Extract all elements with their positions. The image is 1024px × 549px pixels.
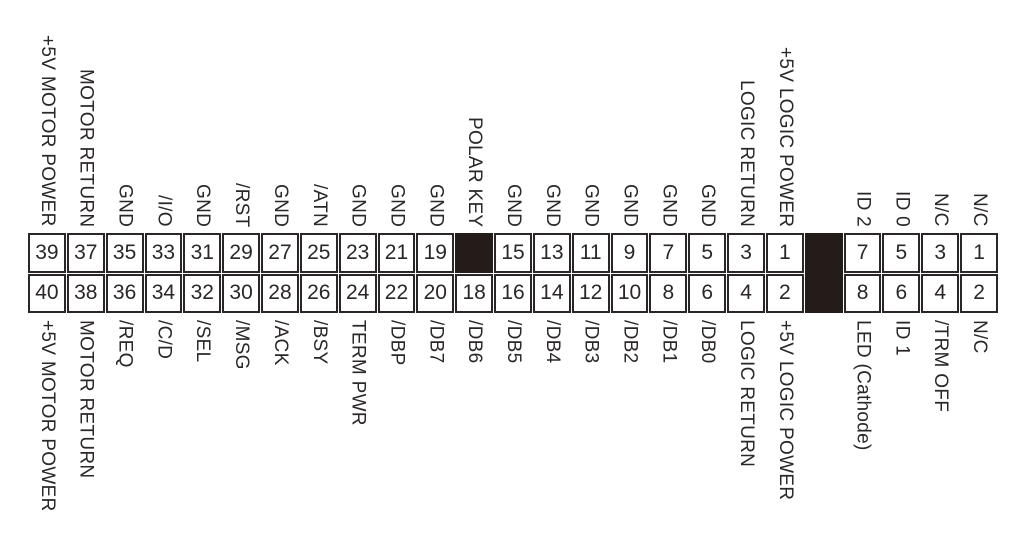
pin-cell: 28 xyxy=(261,274,299,314)
pin-cell: 1 xyxy=(766,233,804,273)
pin-cell: 4 xyxy=(727,274,765,314)
signal-label: GND xyxy=(502,183,524,227)
signal-label: /TRM OFF xyxy=(930,320,952,413)
top-label-cell xyxy=(960,0,998,233)
pin-cell: 16 xyxy=(494,274,532,314)
signal-label: /DB6 xyxy=(464,320,486,364)
bottom-label-cell xyxy=(455,313,493,549)
signal-label: ID 2 xyxy=(852,190,874,227)
top-label-cell xyxy=(67,0,105,233)
signal-label: POLAR KEY xyxy=(464,116,486,227)
bottom-label-cell xyxy=(882,313,920,549)
signal-label: /DB5 xyxy=(502,320,524,364)
signal-label: +5V LOGIC POWER xyxy=(774,46,796,227)
signal-label: LOGIC RETURN xyxy=(736,79,757,227)
bottom-label-cell xyxy=(805,313,843,549)
pin-cell: 2 xyxy=(766,274,804,314)
signal-label: /DB1 xyxy=(658,320,680,364)
pin-cell: 32 xyxy=(183,274,221,314)
pin-cell: 15 xyxy=(494,233,532,273)
signal-label: /BSY xyxy=(308,320,330,365)
pin-cell: 29 xyxy=(222,233,260,273)
signal-label: MOTOR RETURN xyxy=(75,68,97,227)
pin-cell: 6 xyxy=(882,274,920,314)
pin-cell: 20 xyxy=(416,274,454,314)
top-label-cell xyxy=(416,0,454,233)
signal-label: GND xyxy=(541,183,563,227)
pin-cell: 3 xyxy=(921,233,959,273)
top-label-cell xyxy=(611,0,649,233)
pin-cell: 6 xyxy=(688,274,726,314)
signal-label: /ATN xyxy=(308,183,330,227)
signal-label: /MSG xyxy=(231,320,253,370)
top-label-cell xyxy=(494,0,532,233)
signal-label: /DBP xyxy=(386,320,408,366)
pin-cell: 5 xyxy=(688,233,726,273)
signal-label: /ACK xyxy=(269,320,291,366)
bottom-label-cell xyxy=(378,313,416,549)
bottom-label-cell xyxy=(494,313,532,549)
signal-label: /DB4 xyxy=(541,320,563,364)
pin-cell: 26 xyxy=(300,274,338,314)
pin-cell: 13 xyxy=(533,233,571,273)
top-label-cell xyxy=(921,0,959,233)
pin-cell: 27 xyxy=(261,233,299,273)
bottom-label-cell xyxy=(572,313,610,549)
bottom-label-cell xyxy=(300,313,338,549)
signal-label: /RST xyxy=(231,182,253,227)
top-label-cell xyxy=(766,0,804,233)
pin-cell: 40 xyxy=(28,274,66,314)
top-label-cell xyxy=(727,0,765,233)
top-label-cell xyxy=(455,0,493,233)
pin-cell: 35 xyxy=(106,233,144,273)
pin-cell: 38 xyxy=(67,274,105,314)
top-label-cell xyxy=(145,0,183,233)
pin-cell: 33 xyxy=(145,233,183,273)
bottom-label-cell xyxy=(844,313,882,549)
signal-label: /DB2 xyxy=(619,320,641,364)
signal-label: /DB3 xyxy=(580,320,602,364)
bottom-label-cell xyxy=(106,313,144,549)
pin-cell: 8 xyxy=(844,274,882,314)
signal-label: /DB0 xyxy=(697,320,719,364)
signal-label: +5V MOTOR POWER xyxy=(36,35,58,227)
pin-cell: 24 xyxy=(339,274,377,314)
top-signal-labels xyxy=(28,0,998,233)
signal-label: ID 0 xyxy=(891,190,913,227)
signal-label: LED (Cathode) xyxy=(852,320,874,451)
pin-cell: 10 xyxy=(611,274,649,314)
pin-number-grid xyxy=(28,233,998,313)
pin-cell: 14 xyxy=(533,274,571,314)
signal-label: GND xyxy=(697,183,719,227)
signal-label: N/C xyxy=(930,193,952,227)
pin-cell: 37 xyxy=(67,233,105,273)
pin-cell: 8 xyxy=(649,274,687,314)
top-label-cell xyxy=(339,0,377,233)
signal-label: GND xyxy=(580,183,602,227)
pin-cell: 1 xyxy=(960,233,998,273)
pin-cell: 3 xyxy=(727,233,765,273)
signal-label: +5V LOGIC POWER xyxy=(774,320,796,501)
bottom-label-cell xyxy=(960,313,998,549)
signal-label: N/C xyxy=(969,193,991,227)
pin-cell: 7 xyxy=(844,233,882,273)
bottom-label-cell xyxy=(222,313,260,549)
pin-cell: 4 xyxy=(921,274,959,314)
top-label-cell xyxy=(378,0,416,233)
bottom-label-cell xyxy=(183,313,221,549)
signal-label: GND xyxy=(347,183,369,227)
pin-cell: 34 xyxy=(145,274,183,314)
signal-label: GND xyxy=(269,183,291,227)
pin-cell: 22 xyxy=(378,274,416,314)
pin-cell: 2 xyxy=(960,274,998,314)
pin-cell: 19 xyxy=(416,233,454,273)
bottom-label-cell xyxy=(921,313,959,549)
top-label-cell xyxy=(222,0,260,233)
signal-label: MOTOR RETURN xyxy=(75,320,97,479)
top-label-cell xyxy=(805,0,843,233)
bottom-label-cell xyxy=(339,313,377,549)
top-label-cell xyxy=(688,0,726,233)
top-label-cell xyxy=(106,0,144,233)
signal-label: GND xyxy=(425,183,447,227)
bottom-label-cell xyxy=(533,313,571,549)
top-label-cell xyxy=(183,0,221,233)
signal-label: GND xyxy=(658,183,680,227)
signal-label: GND xyxy=(619,183,641,227)
bottom-label-cell xyxy=(28,313,66,549)
signal-label: /I/O xyxy=(153,195,175,227)
pin-cell: 7 xyxy=(649,233,687,273)
bottom-label-cell xyxy=(261,313,299,549)
pin-cell: 5 xyxy=(882,233,920,273)
signal-label: N/C xyxy=(969,320,991,354)
top-label-cell xyxy=(882,0,920,233)
pin-cell: 11 xyxy=(572,233,610,273)
bottom-label-cell xyxy=(67,313,105,549)
signal-label: GND xyxy=(386,183,408,227)
pin-cell: 25 xyxy=(300,233,338,273)
top-label-cell xyxy=(300,0,338,233)
signal-label: LOGIC RETURN xyxy=(736,320,757,468)
signal-label: /C/D xyxy=(153,320,175,360)
signal-label: TERM PWR xyxy=(347,320,369,426)
pin-cell: 12 xyxy=(572,274,610,314)
signal-label: GND xyxy=(114,183,136,227)
pin-cell: 30 xyxy=(222,274,260,314)
pin-cell: 31 xyxy=(183,233,221,273)
top-label-cell xyxy=(533,0,571,233)
bottom-label-cell xyxy=(688,313,726,549)
top-label-cell xyxy=(649,0,687,233)
signal-label: /DB7 xyxy=(425,320,447,364)
pin-cell: 18 xyxy=(455,274,493,314)
pin-cell: 9 xyxy=(611,233,649,273)
top-label-cell xyxy=(28,0,66,233)
top-label-cell xyxy=(261,0,299,233)
signal-label: /REQ xyxy=(114,320,136,368)
top-label-cell xyxy=(844,0,882,233)
top-label-cell xyxy=(572,0,610,233)
pin-cell: 21 xyxy=(378,233,416,273)
pin-cell: 39 xyxy=(28,233,66,273)
signal-label: GND xyxy=(192,183,214,227)
signal-label: /SEL xyxy=(192,320,214,363)
pin-cell: 23 xyxy=(339,233,377,273)
pin-cell: 36 xyxy=(106,274,144,314)
bottom-label-cell xyxy=(611,313,649,549)
polar-key-cell xyxy=(455,233,493,273)
bottom-signal-labels xyxy=(28,313,998,549)
signal-label: +5V MOTOR POWER xyxy=(36,320,58,512)
bottom-label-cell xyxy=(145,313,183,549)
separator-key-cell xyxy=(805,233,843,313)
bottom-label-cell xyxy=(727,313,765,549)
bottom-label-cell xyxy=(416,313,454,549)
bottom-label-cell xyxy=(766,313,804,549)
signal-label: ID 1 xyxy=(891,320,913,357)
bottom-label-cell xyxy=(649,313,687,549)
